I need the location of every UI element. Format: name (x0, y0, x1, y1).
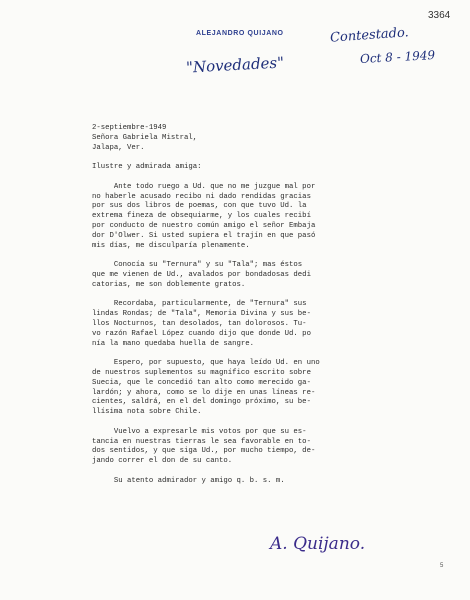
date-line: 2-septiembre-1949 (92, 124, 167, 132)
paragraph-line: mis días, me disculparía plenamente. (92, 241, 250, 250)
paragraph-line: por sus dos libros de poemas, con que tuvo Ud. la (92, 202, 307, 211)
archive-number: 3364 (428, 10, 451, 21)
paragraph-line: tancia en nuestras tierras le sea favorable en to- (92, 437, 311, 446)
paragraph-line: dor D'Olwer. Si usted supiera el trajín en que pasó (92, 231, 316, 240)
paragraph-line: Vuelvo a expresarle mis votos por que su es- (92, 427, 307, 436)
paragraph-line: vo razón Rafael López cuando dijo que donde Ud. po (92, 329, 311, 338)
paragraph-line: catorias, me son doblemente gratos. (92, 280, 246, 289)
paragraph-line: Suecia, que le concedió tan alto como merecido ga- (92, 378, 311, 387)
recipient-name: Señora Gabriela Mistral, (92, 133, 198, 142)
paragraph-line: llísima nota sobre Chile. (92, 408, 202, 417)
salutation: Ilustre y admirada amiga: (92, 163, 202, 172)
edge-mark: 5 (440, 563, 444, 569)
paragraph-line: Espero, por supuesto, que haya leído Ud. en uno (92, 359, 320, 368)
letterhead-name: ALEJANDRO QUIJANO (196, 30, 284, 37)
letter-paragraphs (92, 183, 436, 477)
signature: A. Quijano. (270, 534, 366, 554)
paragraph-line: lardón; y ahora, como se lo dije en unas líneas re- (92, 388, 316, 397)
paragraph-line: Ante todo ruego a Ud. que no me juzgue mal por (92, 182, 316, 191)
paragraph-line: por conducto de nuestro común amigo el señor Embaja (92, 221, 316, 230)
paragraph-line: Recordaba, particularmente, de "Ternura" sus (92, 300, 307, 309)
paragraph-line: extrema fineza de obsequiarme, y los cuales recibí (92, 212, 311, 221)
paragraph-line: cientes, saldrá, en el del domingo próximo, su be- (92, 398, 311, 407)
contestado-date-note: Oct 8 - 1949 (359, 48, 436, 66)
paragraph-line: Conocía su "Ternura" y su "Tala"; mas éstos (92, 261, 303, 270)
paragraph-line: lindas Rondas; de "Tala", Memoria Divina y sus be- (92, 310, 311, 319)
paragraph-line: jando correr el don de su canto. (92, 457, 233, 466)
paragraph-line: que me vienen de Ud., avalados por bondadosas dedi (92, 270, 311, 279)
section-annotation: "Novedades" (185, 53, 285, 77)
paragraph-line: llos Nocturnos, tan desolados, tan dolorosos. Tu- (92, 319, 307, 328)
paragraph-line: de nuestros suplementos su magnífico escrito sobre (92, 368, 311, 377)
paragraph-line: no haberle acusado recibo ni dado rendidas gracias (92, 192, 311, 201)
recipient-location: Jalapa, Ver. (92, 143, 145, 152)
paragraph-line: dos sentidos, y que siga Ud., por mucho tiempo, de- (92, 447, 316, 456)
paragraph-line: nía la mano quedaba huella de sangre. (92, 339, 255, 348)
closing-line: Su atento admirador y amigo q. b. s. m. (92, 476, 285, 485)
contestado-note: Contestado. (329, 25, 410, 46)
letter-body (92, 124, 436, 486)
